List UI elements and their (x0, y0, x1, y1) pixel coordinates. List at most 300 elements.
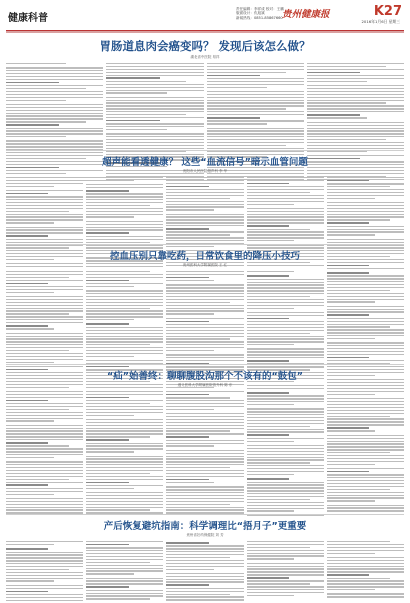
text-line (6, 271, 83, 272)
text-line (207, 69, 304, 70)
text-line (247, 547, 310, 548)
text-line (106, 105, 203, 106)
text-line (166, 507, 243, 508)
text-line (86, 495, 163, 496)
text-line (6, 403, 83, 404)
text-line (86, 341, 163, 342)
subheading-line (86, 482, 128, 484)
text-line (207, 120, 304, 121)
text-line (86, 347, 163, 348)
text-line (247, 420, 324, 421)
text-line (86, 476, 163, 477)
text-line (86, 553, 163, 554)
text-line (166, 189, 243, 190)
text-line (247, 338, 324, 339)
text-line (327, 338, 375, 339)
text-line (106, 136, 203, 137)
text-line (86, 356, 134, 357)
text-line (207, 72, 287, 73)
subheading-line (6, 82, 59, 84)
text-line (307, 94, 404, 95)
text-line (6, 239, 83, 240)
text-line (86, 464, 163, 465)
text-line (247, 327, 324, 328)
subheading-line (247, 360, 289, 362)
text-line (247, 229, 310, 230)
text-line (166, 299, 243, 300)
text-line (327, 208, 404, 209)
text-line (247, 558, 295, 559)
text-line (86, 274, 163, 275)
text-line (86, 507, 163, 508)
subheading-line (327, 272, 369, 274)
text-line (327, 418, 404, 419)
text-line (86, 271, 149, 272)
text-column (327, 391, 404, 518)
subheading-line (247, 318, 289, 320)
text-line (6, 507, 83, 508)
subheading-line (86, 439, 128, 441)
text-line (6, 140, 103, 141)
text-line (327, 495, 404, 496)
text-line (327, 404, 404, 405)
text-line (166, 333, 243, 334)
text-line (247, 544, 324, 545)
text-line (307, 148, 404, 149)
text-line (86, 360, 163, 361)
subheading-line (6, 325, 48, 327)
text-line (327, 571, 404, 572)
text-line (307, 136, 404, 137)
text-line (207, 111, 304, 112)
text-line (327, 234, 375, 235)
text-line (166, 560, 243, 561)
text-line (247, 499, 310, 500)
subheading-line (327, 222, 369, 224)
text-line (106, 123, 203, 124)
text-line (247, 237, 324, 238)
text-line (327, 332, 404, 333)
text-line (207, 78, 304, 79)
text-line (6, 199, 83, 200)
text-line (247, 234, 324, 235)
text-column (86, 391, 163, 518)
subheading-line (307, 72, 360, 74)
text-line (247, 510, 295, 511)
subheading-line (86, 397, 128, 399)
text-line (86, 299, 163, 300)
subheading-line (106, 77, 159, 79)
text-line (327, 290, 390, 291)
text-line (247, 201, 324, 202)
text-line (307, 105, 404, 106)
text-line (307, 128, 404, 129)
text-line (166, 183, 243, 184)
text-line (247, 451, 324, 452)
text-line (307, 142, 404, 143)
text-line (166, 231, 243, 232)
text-line (6, 63, 66, 64)
text-line (166, 504, 229, 505)
text-line (247, 216, 324, 217)
text-line (327, 449, 404, 450)
text-line (6, 322, 83, 323)
text-line (86, 180, 134, 181)
text-line (207, 130, 304, 131)
text-line (6, 509, 83, 510)
text-line (106, 142, 203, 143)
text-line (247, 324, 324, 325)
subheading-line (6, 283, 48, 285)
article-divider (6, 244, 404, 245)
text-line (327, 586, 404, 587)
text-line (6, 406, 83, 407)
text-line (327, 229, 404, 230)
article-postpartum (6, 518, 404, 603)
text-line (6, 544, 54, 545)
text-line (6, 76, 103, 77)
text-line (166, 456, 243, 457)
text-line (86, 430, 163, 431)
text-line (327, 401, 404, 402)
text-line (86, 504, 163, 505)
text-line (307, 75, 404, 76)
text-line (86, 470, 163, 471)
text-line (106, 63, 203, 64)
text-line (166, 195, 243, 196)
text-line (166, 324, 243, 325)
text-line (86, 556, 163, 557)
text-line (166, 416, 243, 417)
text-line (6, 97, 103, 98)
text-line (327, 596, 404, 597)
text-line (247, 214, 324, 215)
text-line (247, 341, 324, 342)
editor-line: 新闻热线：0851-85867660 (236, 15, 283, 20)
text-line (327, 226, 404, 227)
text-line (247, 192, 310, 193)
text-line (327, 321, 404, 322)
text-line (247, 592, 324, 593)
page-number: K27 (373, 4, 402, 19)
text-line (327, 192, 404, 193)
text-line (247, 431, 324, 432)
text-line (247, 457, 324, 458)
text-line (247, 395, 324, 396)
text-line (6, 494, 54, 495)
text-line (327, 394, 375, 395)
text-line (6, 280, 83, 281)
text-line (327, 464, 375, 465)
text-line (327, 231, 404, 232)
text-line (86, 214, 163, 215)
text-line (6, 504, 83, 505)
text-line (6, 585, 83, 586)
article-byline: 贵州省妇幼保健院 刘 芳 (186, 533, 224, 537)
text-line (327, 296, 404, 297)
text-line (166, 453, 243, 454)
text-column (166, 391, 243, 518)
text-line (86, 541, 163, 542)
text-line (86, 391, 163, 392)
text-line (86, 573, 134, 574)
text-line (86, 559, 163, 560)
text-line (106, 84, 203, 85)
text-line (166, 344, 243, 345)
text-line (207, 94, 304, 95)
text-line (327, 413, 404, 414)
article-divider (6, 364, 404, 365)
subheading-line (86, 232, 128, 234)
text-line (6, 594, 83, 595)
subheading-line (207, 75, 260, 77)
text-line (166, 240, 243, 241)
text-line (247, 574, 324, 575)
text-line (247, 571, 324, 572)
text-line (247, 189, 324, 190)
text-line (6, 359, 83, 360)
text-line (166, 554, 243, 555)
text-line (166, 318, 243, 319)
text-line (207, 102, 304, 103)
text-line (166, 492, 243, 493)
text-line (327, 458, 404, 459)
text-line (327, 486, 404, 487)
text-line (166, 222, 243, 223)
text-line (106, 148, 203, 149)
text-line (6, 277, 69, 278)
text-line (327, 547, 404, 548)
text-line (6, 433, 83, 434)
text-line (207, 108, 287, 109)
text-line (166, 566, 243, 567)
page-header (6, 4, 404, 31)
text-line (166, 461, 243, 462)
subheading-line (166, 584, 208, 586)
text-line (6, 488, 83, 489)
text-line (247, 357, 324, 358)
text-line (166, 225, 243, 226)
text-line (86, 461, 163, 462)
subheading-line (86, 280, 128, 282)
text-line (207, 63, 304, 64)
text-line (166, 428, 243, 429)
subheading-line (166, 321, 208, 323)
text-line (327, 391, 404, 392)
text-line (166, 495, 243, 496)
subheading-line (166, 479, 208, 481)
text-line (86, 570, 163, 571)
text-line (6, 289, 83, 290)
text-line (6, 208, 83, 209)
text-line (307, 102, 387, 103)
text-line (6, 541, 83, 542)
text-line (6, 286, 83, 287)
text-line (166, 219, 243, 220)
text-line (166, 204, 243, 205)
text-line (166, 509, 243, 510)
text-line (327, 329, 404, 330)
text-line (327, 443, 404, 444)
text-line (166, 237, 243, 238)
text-line (327, 351, 404, 352)
text-line (247, 333, 310, 334)
text-line (6, 177, 83, 178)
text-line (86, 436, 149, 437)
text-line (247, 487, 324, 488)
text-line (166, 177, 243, 178)
text-line (6, 473, 83, 474)
text-line (307, 130, 404, 131)
text-line (106, 108, 203, 109)
text-line (86, 400, 163, 401)
text-line (166, 489, 243, 490)
text-line (86, 338, 163, 339)
text-line (6, 356, 83, 357)
text-line (166, 216, 243, 217)
text-line (327, 416, 390, 417)
text-line (86, 221, 163, 222)
text-line (247, 454, 324, 455)
text-line (247, 284, 324, 285)
text-line (6, 316, 83, 317)
text-line (86, 229, 163, 230)
subheading-line (327, 180, 369, 182)
text-line (6, 569, 69, 570)
text-line (247, 595, 295, 596)
subheading-line (166, 228, 208, 230)
article-byline: 贵州医科大学附属医院 王 红 (182, 263, 228, 267)
text-line (247, 180, 324, 181)
text-line (6, 107, 103, 108)
text-line (166, 440, 243, 441)
text-line (86, 296, 163, 297)
text-line (247, 462, 310, 463)
text-line (247, 354, 324, 355)
text-line (6, 482, 83, 483)
text-line (327, 563, 404, 564)
text-line (6, 439, 83, 440)
text-column (247, 391, 324, 518)
text-line (6, 308, 83, 309)
text-line (86, 562, 149, 563)
text-line (327, 299, 404, 300)
subheading-line (6, 548, 48, 550)
text-line (6, 578, 83, 579)
text-line (6, 394, 83, 395)
text-line (207, 87, 267, 88)
subheading-line (6, 400, 48, 402)
text-line (86, 448, 163, 449)
text-line (86, 458, 163, 459)
text-line (327, 189, 404, 190)
text-line (6, 333, 83, 334)
text-line (327, 566, 404, 567)
text-line (327, 441, 404, 442)
text-line (247, 177, 324, 178)
text-line (106, 114, 186, 115)
text-line (86, 319, 134, 320)
text-line (86, 344, 149, 345)
text-line (6, 113, 103, 114)
text-line (247, 465, 324, 466)
text-line (207, 148, 304, 149)
section-title: 健康科普 (8, 13, 48, 24)
subheading-line (327, 427, 369, 429)
text-line (247, 344, 295, 345)
text-line (106, 129, 166, 130)
text-line (86, 308, 149, 309)
text-line (247, 490, 324, 491)
text-line (86, 277, 163, 278)
text-line (247, 482, 324, 483)
text-line (6, 214, 83, 215)
text-line (247, 198, 324, 199)
text-line (166, 206, 243, 207)
text-line (6, 121, 86, 122)
text-line (327, 438, 404, 439)
editor-info (236, 7, 284, 20)
text-line (86, 547, 163, 548)
text-line (86, 353, 163, 354)
text-line (327, 578, 390, 579)
text-line (166, 594, 229, 595)
text-line (6, 470, 83, 471)
text-line (166, 551, 243, 552)
text-line (327, 593, 404, 594)
text-line (327, 216, 404, 217)
text-line (247, 219, 324, 220)
text-line (106, 75, 203, 76)
subheading-line (166, 436, 208, 438)
text-line (6, 425, 83, 426)
text-line (247, 312, 324, 313)
text-line (207, 136, 304, 137)
text-line (166, 397, 229, 398)
text-line (327, 219, 390, 220)
text-line (327, 474, 404, 475)
text-line (166, 308, 243, 309)
text-column (86, 541, 163, 603)
text-line (6, 491, 83, 492)
text-line (166, 422, 243, 423)
text-line (307, 91, 404, 92)
text-line (247, 336, 324, 337)
text-line (86, 293, 163, 294)
text-line (106, 139, 203, 140)
text-line (247, 240, 295, 241)
text-line (247, 195, 324, 196)
text-line (327, 507, 404, 508)
text-line (247, 302, 324, 303)
text-line (6, 501, 83, 502)
text-line (6, 130, 103, 131)
text-line (327, 202, 404, 203)
text-line (166, 443, 243, 444)
text-line (6, 454, 83, 455)
text-line (86, 394, 163, 395)
text-line (166, 588, 243, 589)
subheading-line (327, 314, 369, 316)
text-line (247, 474, 295, 475)
text-line (86, 290, 163, 291)
text-line (86, 485, 163, 486)
text-line (247, 411, 324, 412)
text-line (166, 419, 243, 420)
article-headline: 控血压别只靠吃药，日常饮食里的降压小技巧 (109, 251, 300, 262)
text-line (86, 409, 163, 410)
text-line (327, 435, 404, 436)
